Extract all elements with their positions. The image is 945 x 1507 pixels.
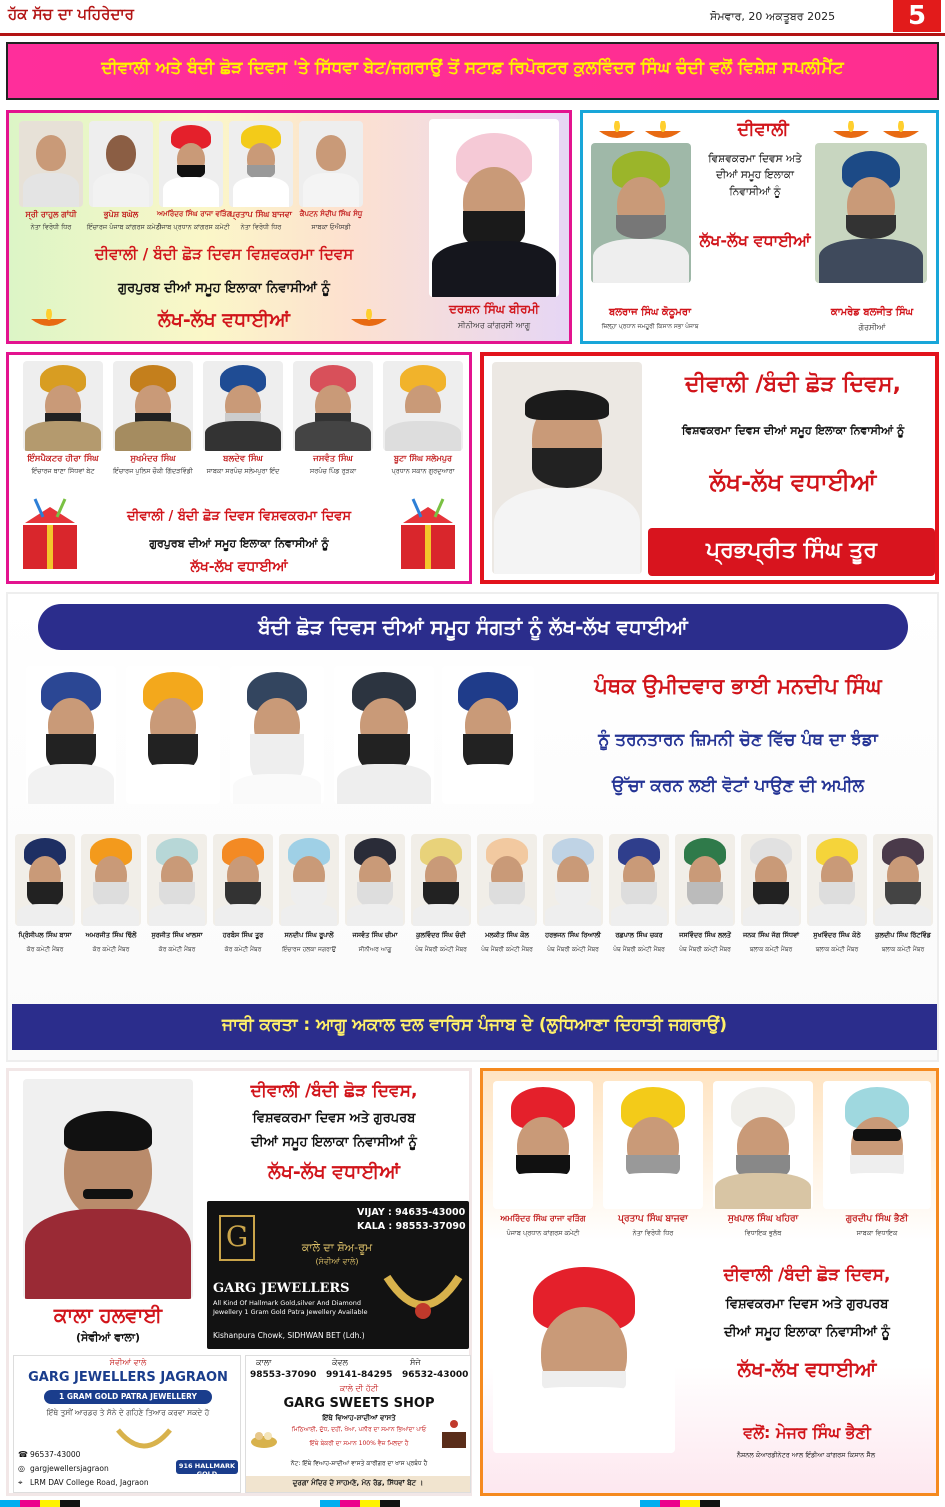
member-name: ਸੁਖਵਿੰਦਰ ਸਿੰਘ ਕੋਠੇ xyxy=(813,931,861,939)
member-photo xyxy=(279,834,339,926)
ad6-wish: ਲੱਖ-ਲੱਖ ਵਧਾਈਆਂ xyxy=(268,1161,400,1183)
showroom-name: ਕਾਲੇ ਦਾ ਸ਼ੋਅ-ਰੂਮ xyxy=(301,1241,373,1254)
photo-ad7-3 xyxy=(713,1081,813,1209)
sweets-pre: ਕਾਲੇ ਦੀ ਹੱਟੀ xyxy=(339,1384,379,1393)
ad4-wish: ਲੱਖ-ਲੱਖ ਵਧਾਈਆਂ xyxy=(709,468,877,496)
print-color-bar xyxy=(0,1500,945,1507)
member-name: ਜਸਵੰਤ ਸਿੰਘ ਚੀਮਾ xyxy=(352,931,398,939)
name-hira: ਇੰਸਪੈਕਟਰ ਹੀਰਾ ਸਿੰਘ xyxy=(27,454,99,464)
ad-prabhpreet-singh xyxy=(480,352,939,584)
member-photo xyxy=(675,834,735,926)
member-photo xyxy=(213,834,273,926)
member-name: ਮਲਕੀਤ ਸਿੰਘ ਕੋਲ xyxy=(485,931,529,939)
gift-box-icon xyxy=(393,495,463,571)
hallmark-badge xyxy=(176,1460,238,1478)
member-photo xyxy=(345,834,405,926)
appeal-line-1: ਨੂੰ ਤਰਨਤਾਰਨ ਜ਼ਿਮਨੀ ਚੋਣ ਵਿੱਚ ਪੰਥ ਦਾ ਝੰਡਾ xyxy=(598,730,878,750)
photo-person-5 xyxy=(299,121,363,207)
member-photo xyxy=(609,834,669,926)
candidate-name: ਪੰਥਕ ਉਮੀਦਵਾਰ ਭਾਈ ਮਨਦੀਪ ਸਿੰਘ xyxy=(594,674,882,698)
masthead xyxy=(0,0,945,32)
sweets-contact-2: ਕੇਵਲ xyxy=(332,1358,348,1367)
name-1: ਸ੍ਰੀ ਰਾਹੁਲ ਗਾਂਧੀ xyxy=(25,210,77,219)
phone-icon: ☎ xyxy=(18,1450,28,1459)
jagraon-name: GARG JEWELLERS JAGRAON xyxy=(28,1370,228,1385)
ad7-name-3: ਸੁਖਪਾਲ ਸਿੰਘ ਖਹਿਰਾ xyxy=(727,1214,799,1224)
photo-ad7-4 xyxy=(823,1081,931,1209)
member-role: ਕੋਰ ਕਮੇਟੀ ਮੈਂਬਰ xyxy=(224,946,262,953)
vijay-phone: VIJAY : 94635-43000 xyxy=(357,1207,466,1218)
ad4-name-bar xyxy=(648,528,935,576)
member-role: ਪੰਥ ਮੈਂਬਰੀ ਕਮੇਟੀ ਮੈਂਬਰ xyxy=(415,946,467,953)
name-5: ਕੈਪਟਨ ਸੰਦੀਪ ਸਿੰਘ ਸੰਧੂ xyxy=(299,210,363,218)
jeweller-desc: All Kind Of Hallmark Gold,silver And Diamond Jewellery 1 Gram Gold Patra Jewellery Available xyxy=(213,1299,368,1316)
member-role: ਕੋਰ ਕਮੇਟੀ ਮੈਂਬਰ xyxy=(158,946,196,953)
cake-icon xyxy=(440,1418,468,1452)
balraj-name: ਬਲਰਾਜ ਸਿੰਘ ਕੋਠੂਮਰਾ xyxy=(609,307,691,318)
member-photo xyxy=(81,834,141,926)
photo-ad7-1 xyxy=(493,1081,593,1209)
ad3-line: ਗੁਰਪੁਰਬ ਦੀਆਂ ਸਮੂਹ ਇਲਾਕਾ ਨਿਵਾਸੀਆਂ ਨੂੰ xyxy=(149,537,329,550)
member-photo xyxy=(873,834,933,926)
prabhpreet-name: ਪ੍ਰਭਪ੍ਰੀਤ ਸਿੰਘ ਤੂਰ xyxy=(706,538,877,563)
name-3: ਅਮਰਿੰਦਰ ਸਿੰਘ ਰਾਜਾ ਵੜਿੰਗ xyxy=(157,210,232,218)
ad-darshan-singh: ਸ੍ਰੀ ਰਾਹੁਲ ਗਾਂਧੀ ਨੇਤਾ ਵਿਰੋਧੀ ਧਿਰ ਭੁਪੇਸ਼ ਬਘੇਲ ਇੰਚਾਰਜ ਪੰਜਾਬ ਕਾਂਗਰਸ ਕਮੇਟੀ ਅਮਰਿੰਦਰ ਸਿੰਘ ਰਾਜਾ ਵੜਿੰਗ ਪੰਜਾਬ ਪ੍ਰਧਾਨ ਕਾਂਗਰਸ ਕਮੇਟੀ ਪ੍ਰਤਾਪ ਸਿੰਘ ਬਾਜਵਾ ਨੇਤਾ ਵਿਰੋਧੀ ਧਿਰ ਕੈਪਟਨ ਸੰਦੀਪ ਸਿੰਘ ਸੰਧੂ ਸਾਬਕਾ ਓਐਸਡੀ ਦੀਵਾਲੀ / ਬੰਦੀ ਛੋੜ ਦਿਵਸ ਵਿਸ਼ਵਕਰਮਾ ਦਿਵਸ ਗੁਰਪੁਰਬ ਦੀਆਂ ਸਮੂਹ ਇਲਾਕਾ ਨਿਵਾਸੀਆਂ ਨੂੰ ਲੱਖ-ਲੱਖ ਵਧਾਈਆਂ ਦਰਸ਼ਨ ਸਿੰਘ ਬੀਰਮੀ ਸੀਨੀਅਰ ਕਾਂਗਰਸੀ ਆਗੂ xyxy=(6,110,572,344)
diya-icon xyxy=(881,121,921,141)
sweets-phone-2: 99141-84295 xyxy=(326,1370,393,1380)
name-boota: ਬੂਟਾ ਸਿੰਘ ਸਲੇਮਪੁਰ xyxy=(394,454,452,463)
member-name: ਕੁਲਦੀਪ ਸਿੰਘ ਰਿੱਟਵਿੰਡ xyxy=(875,931,931,939)
photo-leader-1 xyxy=(26,666,116,804)
ad-balraj-singh: ਦੀਵਾਲੀ ਵਿਸ਼ਵਕਰਮਾ ਦਿਵਸ ਅਤੇ ਦੀਆਂ ਸਮੂਹ ਇਲਾਕਾ ਨਿਵਾਸੀਆਂ ਨੂੰ ਲੱਖ-ਲੱਖ ਵਧਾਈਆਂ ਬਲਰਾਜ ਸਿੰਘ ਕੋਠੂਮਰਾ ਜ਼ਿਲ੍ਹਾ ਪ੍ਰਧਾਨ ਜਮਹੂਰੀ ਕਿਸਾਨ ਸਭਾ ਪੰਜਾਬ ਕਾਮਰੇਡ ਬਲਜੀਤ ਸਿੰਘ ਗੋਰਸੀਆਂ xyxy=(580,110,939,344)
baljeet-name: ਕਾਮਰੇਡ ਬਲਜੀਤ ਸਿੰਘ xyxy=(830,307,914,318)
ad4-title: ਦੀਵਾਲੀ /ਬੰਦੀ ਛੋੜ ਦਿਵਸ, xyxy=(685,372,901,397)
photo-darshan-singh xyxy=(429,119,559,297)
ad6-title: ਦੀਵਾਲੀ /ਬੰਦੀ ਛੋੜ ਦਿਵਸ, xyxy=(250,1081,418,1101)
member-photo xyxy=(543,834,603,926)
member-role: ਪੰਥ ਮੈਂਬਰੀ ਕਮੇਟੀ ਮੈਂਬਰ xyxy=(547,946,599,953)
sweets-line-3: ਇੱਥੇ ਬੇਕਰੀ ਦਾ ਸਮਾਨ 100% ਵੈਜ਼ ਮਿਲਦਾ ਹੈ xyxy=(309,1440,409,1447)
jeweller-address: Kishanpura Chowk, SIDHWAN BET (Ldh.) xyxy=(213,1331,365,1340)
members-row xyxy=(12,834,937,964)
ad1-line: ਗੁਰਪੁਰਬ ਦੀਆਂ ਸਮੂਹ ਇਲਾਕਾ ਨਿਵਾਸੀਆਂ ਨੂੰ xyxy=(118,281,330,296)
ad-kala-halwai xyxy=(6,1068,472,1496)
banner-text: ਦੀਵਾਲੀ ਅਤੇ ਬੰਦੀ ਛੋੜ ਦਿਵਸ 'ਤੇ ਸਿੱਧਵਾ ਬੇਟ/ਜਗਰਾਉਂ ਤੋਂ ਸਟਾਫ਼ ਰਿਪੋਰਟਰ ਕੁਲਵਿੰਦਰ ਸਿੰਘ ਚੰਦੀ ਵਲੋਂ ਵਿਸ਼ੇਸ਼ ਸਪਲੀਮੈਂਟ xyxy=(101,58,844,78)
diya-icon xyxy=(643,121,683,141)
photo-leader-4 xyxy=(334,666,434,804)
member-photo xyxy=(477,834,537,926)
photo-kala-halwai xyxy=(23,1079,193,1299)
instagram-icon: ◎ xyxy=(18,1464,25,1473)
member-role: ਬਲਾਕ ਕਮੇਟੀ ਮੈਂਬਰ xyxy=(815,946,859,953)
issuer-bar xyxy=(12,1004,937,1050)
photo-major-singh-bhaini xyxy=(493,1253,675,1453)
ad2-line: ਵਿਸ਼ਵਕਰਮਾ ਦਿਵਸ ਅਤੇ ਦੀਆਂ ਸਮੂਹ ਇਲਾਕਾ ਨਿਵਾਸੀਆਂ ਨੂੰ xyxy=(708,153,802,198)
ad2-title: ਦੀਵਾਲੀ xyxy=(737,119,789,140)
member-photo xyxy=(411,834,471,926)
member-name: ਕੁਲਵਿੰਦਰ ਸਿੰਘ ਚੰਦੀ xyxy=(416,931,466,939)
jewellery-icon xyxy=(114,1426,174,1456)
sweets-phone-1: 98553-37090 xyxy=(250,1370,317,1380)
member-photo xyxy=(15,834,75,926)
member-role: ਕੋਰ ਕਮੇਟੀ ਮੈਂਬਰ xyxy=(92,946,130,953)
member-name: ਹਰਬੰਸ ਸਿੰਘ ਤੂਰ xyxy=(222,931,264,939)
sweets-contact-1: ਕਾਲਾ xyxy=(256,1358,272,1367)
jagraon-tag-bar xyxy=(44,1390,212,1404)
diya-icon xyxy=(597,121,637,141)
ad7-title: ਦੀਵਾਲੀ /ਬੰਦੀ ਛੋੜ ਦਿਵਸ, xyxy=(723,1265,891,1285)
darshan-name: ਦਰਸ਼ਨ ਸਿੰਘ ਬੀਰਮੀ xyxy=(448,302,540,316)
sweets-address-bar xyxy=(246,1476,470,1492)
name-2: ਭੁਪੇਸ਼ ਬਘੇਲ xyxy=(103,210,139,219)
ad7-from-role: ਨੈਸ਼ਨਲ ਕੋਆਰਡੀਨੇਟਰ ਆਲ ਇੰਡੀਆ ਕਾਂਗਰਸ ਕਿਸਾਨ ਸੈੱਲ xyxy=(736,1451,876,1459)
sweets-line-1: ਇੱਥੇ ਵਿਆਹ-ਸ਼ਾਦੀਆਂ ਵਾਸਤੇ xyxy=(322,1414,396,1422)
location-icon: ⌖ xyxy=(18,1478,23,1487)
member-photo xyxy=(147,834,207,926)
jagraon-phone: 96537-43000 xyxy=(30,1450,81,1459)
ad-panthak-candidate xyxy=(6,592,939,1062)
member-name: ਜਨਕ ਸਿੰਘ ਜੱਗ ਸਿੱਧਵਾਂ xyxy=(743,931,799,939)
member-role: ਬਲਾਕ ਕਮੇਟੀ ਮੈਂਬਰ xyxy=(881,946,925,953)
sweets-plate-icon xyxy=(250,1418,278,1452)
member-role: ਪੰਥ ਮੈਂਬਰੀ ਕਮੇਟੀ ਮੈਂਬਰ xyxy=(481,946,533,953)
kala-halwai-sub: (ਸੇਵੀਆਂ ਵਾਲਾ) xyxy=(75,1331,141,1344)
photo-leader-5 xyxy=(442,666,534,804)
member-name: ਪ੍ਰਿੰਸੀਪਲ ਸਿੰਘ ਬਾਸਾ xyxy=(18,931,72,939)
member-name: ਹਰਭਜਨ ਸਿੰਘ ਰਿਆਲੀ xyxy=(545,931,601,939)
photo-sukhmander-singh xyxy=(113,361,193,451)
showroom-sub: (ਸੇਵੀਆਂ ਵਾਲੇ) xyxy=(315,1257,359,1266)
member-name: ਸਨਦੀਪ ਸਿੰਘ ਰੂਪਾਲੋਂ xyxy=(284,931,334,939)
appeal-line-2: ਉੱਚਾ ਕਰਨ ਲਈ ਵੋਟਾਂ ਪਾਉਣ ਦੀ ਅਪੀਲ xyxy=(611,776,865,796)
kala-halwai-name: ਕਾਲਾ ਹਲਵਾਈ xyxy=(53,1303,163,1327)
ad7-wish: ਲੱਖ-ਲੱਖ ਵਧਾਈਆਂ xyxy=(737,1357,877,1381)
member-role: ਪੰਥ ਮੈਂਬਰੀ ਕਮੇਟੀ ਮੈਂਬਰ xyxy=(613,946,665,953)
member-role: ਸੀਨੀਅਰ ਆਗੂ xyxy=(358,946,392,953)
photo-baldev-singh xyxy=(203,361,283,451)
kala-phone: KALA : 98553-37090 xyxy=(357,1221,466,1232)
member-photo xyxy=(807,834,867,926)
supplement-banner xyxy=(6,42,939,100)
name-4: ਪ੍ਰਤਾਪ ਸਿੰਘ ਬਾਜਵਾ xyxy=(230,210,292,219)
sweets-address: ਦੁਰਗਾ ਮੰਦਿਰ ਦੇ ਸਾਹਮਣੇ, ਮੇਨ ਰੋਡ, ਸਿੱਧਵਾਂ ਬੇਟ । xyxy=(292,1479,424,1487)
jagraon-tag: 1 GRAM GOLD PATRA JEWELLERY xyxy=(59,1392,197,1401)
photo-person-1 xyxy=(19,121,83,207)
jeweller-name: GARG JEWELLERS xyxy=(213,1281,350,1296)
issuer-text: ਜਾਰੀ ਕਰਤਾ : ਆਗੂ ਅਕਾਲ ਦਲ ਵਾਰਿਸ ਪੰਜਾਬ ਦੇ (ਲੁਧਿਆਣਾ ਦਿਹਾਤੀ ਜਗਰਾਉਂ) xyxy=(222,1015,727,1035)
jagraon-insta: gargjewellersjagraon xyxy=(30,1464,109,1473)
jeweller-logo-icon: G xyxy=(219,1215,255,1261)
jagraon-pre: ਸੇਵੀਆਂ ਵਾਲੇ xyxy=(109,1358,147,1367)
name-sukhmander: ਸੁਖਮੰਦਰ ਸਿੰਘ xyxy=(130,454,176,464)
ad6-line-2: ਦੀਆਂ ਸਮੂਹ ਇਲਾਕਾ ਨਿਵਾਸੀਆਂ ਨੂੰ xyxy=(251,1135,417,1150)
photo-hira-singh xyxy=(23,361,103,451)
ad1-title: ਦੀਵਾਲੀ / ਬੰਦੀ ਛੋੜ ਦਿਵਸ ਵਿਸ਼ਵਕਰਮਾ ਦਿਵਸ xyxy=(94,245,354,263)
ad7-line-2: ਦੀਆਂ ਸਮੂਹ ਇਲਾਕਾ ਨਿਵਾਸੀਆਂ ਨੂੰ xyxy=(724,1325,890,1340)
member-role: ਪੰਥ ਮੈਂਬਰੀ ਕਮੇਟੀ ਮੈਂਬਰ xyxy=(679,946,731,953)
name-baldev: ਬਲਦੇਵ ਸਿੰਘ xyxy=(223,454,263,464)
photo-leader-3 xyxy=(230,666,324,804)
sweets-phone-3: 96532-43000 xyxy=(402,1370,469,1380)
sweets-contact-3: ਸੰਜੇ xyxy=(410,1358,421,1367)
member-role: ਕੋਰ ਕਮੇਟੀ ਮੈਂਬਰ xyxy=(26,946,64,953)
hallmark-text: 916 HALLMARK GOLD xyxy=(178,1462,236,1478)
ad5-header-bar xyxy=(38,604,908,650)
garg-sweets-card xyxy=(245,1355,471,1493)
ad6-line-1: ਵਿਸ਼ਵਕਰਮਾ ਦਿਵਸ ਅਤੇ ਗੁਰਪਰਬ xyxy=(252,1111,416,1126)
masthead-date: ਸੋਮਵਾਰ, 20 ਅਕਤੂਬਰ 2025 xyxy=(710,10,836,23)
page-number: 5 xyxy=(893,0,941,32)
name-jaswant: ਜਸਵੰਤ ਸਿੰਘ xyxy=(313,454,353,464)
photo-prabhpreet-singh xyxy=(492,362,642,574)
sweets-note: ਨੋਟ: ਇੱਥੇ ਵਿਆਹ-ਸ਼ਾਦੀਆਂ ਵਾਸਤੇ ਕਾਰੀਗਰ ਦਾ ਖਾਸ ਪ੍ਰਬੰਧ ਹੈ xyxy=(290,1460,428,1467)
photo-person-2 xyxy=(89,121,153,207)
photo-person-3 xyxy=(159,121,223,207)
jagraon-line: ਇੱਥੇ ਤੁਸੀਂ ਆਰਡਰ ਤੇ ਸੋਨੇ ਦੇ ਗਹਿਣੇ ਤਿਆਰ ਕਰਵਾ ਸਕਦੇ ਹੋ xyxy=(46,1408,210,1417)
photo-boota-singh xyxy=(383,361,463,451)
photo-ad7-2 xyxy=(603,1081,703,1209)
sweets-name: GARG SWEETS SHOP xyxy=(283,1396,435,1411)
photo-balraj-singh xyxy=(591,143,691,283)
member-name: ਜਸਵਿੰਦਰ ਸਿੰਘ ਲਲਤੋਂ xyxy=(679,931,731,939)
masthead-rule xyxy=(0,33,945,36)
sweets-line-2: ਮਿਠਿਆਈ, ਦੁੱਧ, ਦਹੀਂ, ਖੋਆ, ਪਨੀਰ ਦਾ ਸਮਾਨ ਭਿਆਂਦਾ ਪਾਓ xyxy=(291,1426,427,1433)
gift-box-icon xyxy=(15,495,85,571)
ad7-name-2: ਪ੍ਰਤਾਪ ਸਿੰਘ ਬਾਜਵਾ xyxy=(618,1214,688,1224)
photo-jaswant-singh xyxy=(293,361,373,451)
jagraon-address: LRM DAV College Road, Jagraon xyxy=(30,1478,149,1487)
ad-major-singh-bhaini: ਅਮਰਿੰਦਰ ਸਿੰਘ ਰਾਜਾ ਵੜਿੰਗ ਪੰਜਾਬ ਪ੍ਰਧਾਨ ਕਾਂਗਰਸ ਕਮੇਟੀ ਪ੍ਰਤਾਪ ਸਿੰਘ ਬਾਜਵਾ ਨੇਤਾ ਵਿਰੋਧੀ ਧਿਰ ਸੁਖਪਾਲ ਸਿੰਘ ਖਹਿਰਾ ਵਿਧਾਇਕ ਭੁਲੱਥ ਗੁਰਦੀਪ ਸਿੰਘ ਭੈਣੀ ਸਾਬਕਾ ਵਿਧਾਇਕ ਦੀਵਾਲੀ /ਬੰਦੀ ਛੋੜ ਦਿਵਸ, ਵਿਸ਼ਵਕਰਮਾ ਦਿਵਸ ਅਤੇ ਗੁਰਪਰਬ ਦੀਆਂ ਸਮੂਹ ਇਲਾਕਾ ਨਿਵਾਸੀਆਂ ਨੂੰ ਲੱਖ-ਲੱਖ ਵਧਾਈਆਂ ਵਲੋਂ: ਮੇਜਰ ਸਿੰਘ ਭੈਣੀ ਨੈਸ਼ਨਲ ਕੋਆਰਡੀਨੇਟਰ ਆਲ ਇੰਡੀਆ ਕਾਂਗਰਸ ਕਿਸਾਨ ਸੈੱਲ xyxy=(480,1068,939,1496)
ad1-wish: ਲੱਖ-ਲੱਖ ਵਧਾਈਆਂ xyxy=(158,309,290,331)
member-name: ਅਮਰਜੀਤ ਸਿੰਘ ਢਿੱਲੋਂ xyxy=(85,931,137,939)
member-name: ਰਛਪਾਲ ਸਿੰਘ ਚਕਰ xyxy=(615,931,663,939)
ad7-name-4: ਗੁਰਦੀਪ ਸਿੰਘ ਭੈਣੀ xyxy=(845,1214,909,1224)
photo-baljeet-singh xyxy=(815,143,927,283)
garg-jewellers-jagraon-card xyxy=(13,1355,241,1493)
ad3-title: ਦੀਵਾਲੀ / ਬੰਦੀ ਛੋੜ ਦਿਵਸ ਵਿਸ਼ਵਕਰਮਾ ਦਿਵਸ xyxy=(126,509,352,524)
photo-person-4 xyxy=(229,121,293,207)
ad7-line-1: ਵਿਸ਼ਵਕਰਮਾ ਦਿਵਸ ਅਤੇ ਗੁਰਪਰਬ xyxy=(725,1297,889,1312)
necklace-icon xyxy=(383,1271,463,1327)
ad7-name-1: ਅਮਰਿੰਦਰ ਸਿੰਘ ਰਾਜਾ ਵੜਿੰਗ xyxy=(500,1214,586,1223)
masthead-title: ਹੱਕ ਸੱਚ ਦਾ ਪਹਿਰੇਦਾਰ xyxy=(8,5,134,23)
ad4-line: ਵਿਸ਼ਵਕਰਮਾ ਦਿਵਸ ਦੀਆਂ ਸਮੂਹ ਇਲਾਕਾ ਨਿਵਾਸੀਆਂ ਨੂੰ xyxy=(681,424,905,437)
member-name: ਸੁਰਜੀਤ ਸਿੰਘ ਖਾਲਸਾ xyxy=(151,931,203,939)
garg-jewellers-card xyxy=(207,1201,469,1349)
ad3-wish: ਲੱਖ-ਲੱਖ ਵਧਾਈਆਂ xyxy=(190,559,288,575)
ad-police: ਇੰਸਪੈਕਟਰ ਹੀਰਾ ਸਿੰਘ ਇੰਚਾਰਜ ਥਾਣਾ ਸਿੱਧਵਾਂ ਬੇਟ ਸੁਖਮੰਦਰ ਸਿੰਘ ਇੰਚਾਰਜ ਪੁਲਿਸ ਚੌਕੀ ਗਿੱਦੜਵਿੰਡੀ ਬਲਦੇਵ ਸਿੰਘ ਸਾਬਕਾ ਸਰਪੰਚ ਸਲੇਮਪੁਰਾ ਇੰਦ ਜਸਵੰਤ ਸਿੰਘ ਸਰਪੰਚ ਪਿੰਡ ਰੁੜਕਾ ਬੂਟਾ ਸਿੰਘ ਸਲੇਮਪੁਰ ਪ੍ਰਧਾਨ ਸਕਾਨ ਗੁਰਦੁਆਰਾ ਦੀਵਾਲੀ / ਬੰਦੀ ਛੋੜ ਦਿਵਸ ਵਿਸ਼ਵਕਰਮਾ ਦਿਵਸ ਗੁਰਪੁਰਬ ਦੀਆਂ ਸਮੂਹ ਇਲਾਕਾ ਨਿਵਾਸੀਆਂ ਨੂੰ ਲੱਖ-ਲੱਖ ਵਧਾਈਆਂ xyxy=(6,352,472,584)
ad2-wish: ਲੱਖ-ਲੱਖ ਵਧਾਈਆਂ xyxy=(699,231,811,250)
ad7-from: ਵਲੋਂ: ਮੇਜਰ ਸਿੰਘ ਭੈਣੀ xyxy=(743,1423,871,1442)
member-role: ਇੰਚਾਰਜ ਹਲਕਾ ਜਗਰਾਉਂ xyxy=(282,946,336,953)
ad5-header: ਬੰਦੀ ਛੋੜ ਦਿਵਸ ਦੀਆਂ ਸਮੂਹ ਸੰਗਤਾਂ ਨੂੰ ਲੱਖ-ਲੱਖ ਵਧਾਈਆਂ xyxy=(258,615,688,639)
diya-icon xyxy=(831,121,871,141)
photo-leader-2 xyxy=(126,666,220,804)
member-photo xyxy=(741,834,801,926)
member-role: ਬਲਾਕ ਕਮੇਟੀ ਮੈਂਬਰ xyxy=(749,946,793,953)
